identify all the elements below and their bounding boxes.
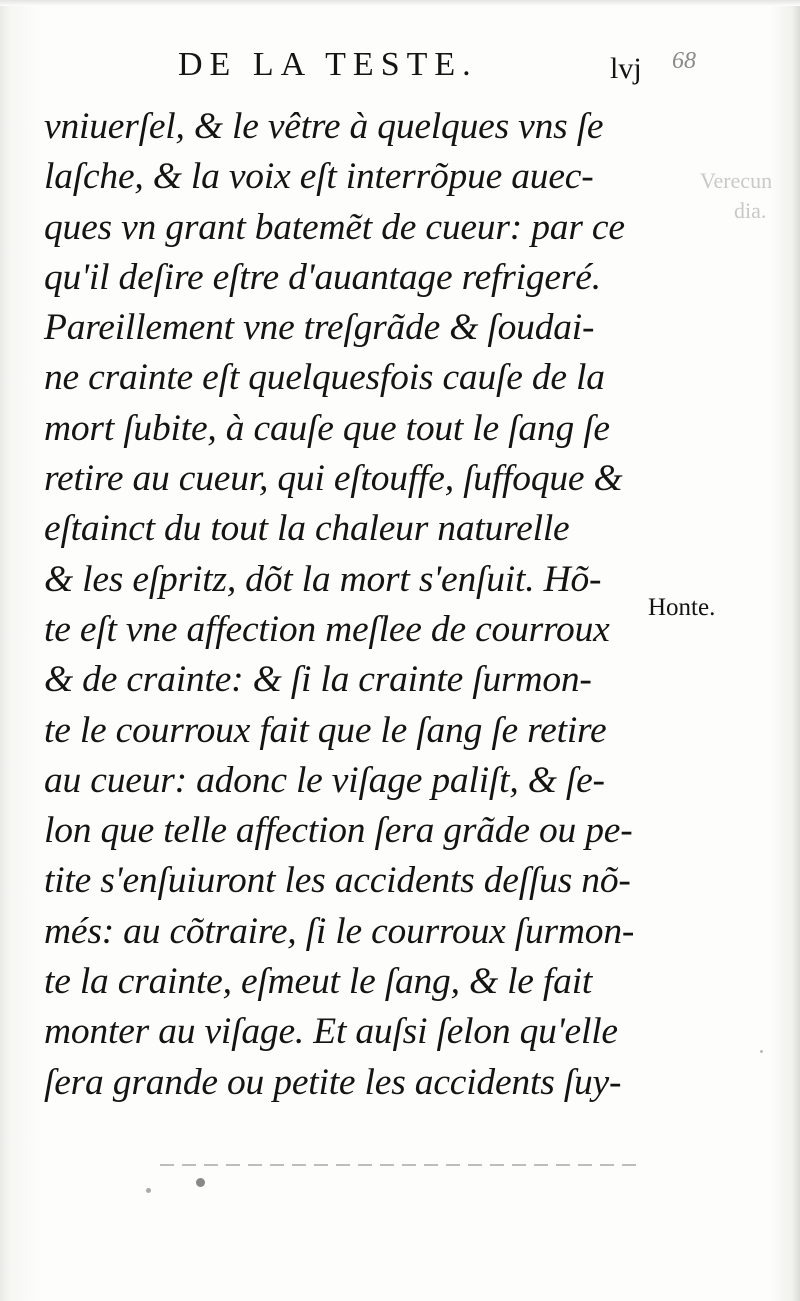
- text-line: eſtainct du tout la chaleur naturelle: [44, 508, 570, 550]
- text-line: te eſt vne affection meſlee de courroux: [44, 608, 610, 650]
- text-line: te le courroux fait que le ſang ſe retire: [44, 709, 607, 751]
- text-line: més: au cõtraire, ſi le courroux ſurmon-: [44, 910, 635, 952]
- ink-speck: [146, 1188, 151, 1193]
- text-line: qu'il deſire eſtre d'auantage refrigeré.: [44, 256, 601, 298]
- bleed-through-line: [160, 1164, 640, 1166]
- bleed-through-text: Verecun: [700, 168, 773, 193]
- text-line: laſche, & la voix eſt interrõpue auec-: [44, 156, 594, 198]
- pencil-page-number: 68: [672, 48, 696, 74]
- folio-number: lvj: [610, 52, 642, 85]
- page-top-edge: [0, 0, 800, 6]
- text-line: retire au cueur, qui eſtouffe, ſuffoque &: [44, 458, 623, 500]
- ink-speck: [196, 1178, 205, 1187]
- text-line: Pareillement vne treſgrãde & ſoudai-: [44, 307, 595, 349]
- running-title: DE LA TESTE.: [178, 46, 478, 83]
- text-line: te la crainte, eſmeut le ſang, & le fait: [44, 961, 593, 1003]
- text-line: vniuerſel, & le vêtre à quelques vns ſe: [44, 106, 604, 147]
- text-line: lon que telle affection ſera grãde ou pe-: [44, 810, 633, 852]
- body-text: [44, 102, 654, 1108]
- text-line: ne crainte eſt quelquesfois cauſe de la: [44, 357, 605, 399]
- margin-note: Honte.: [648, 594, 716, 621]
- text-line: mort ſubite, à cauſe que tout le ſang ſe: [44, 407, 610, 449]
- ink-speck: [760, 1050, 763, 1053]
- text-line: au cueur: adonc le viſage paliſt, & ſe-: [44, 759, 605, 801]
- text-line: ſera grande ou petite les accidents ſuy-: [44, 1061, 622, 1103]
- text-line: tite s'enſuiuront les accidents deſſus nõ-: [44, 860, 631, 902]
- text-line: & de crainte: & ſi la crainte ſurmon-: [44, 659, 592, 701]
- bleed-through-text: dia.: [734, 198, 767, 223]
- text-line: & les eſpritz, dõt la mort s'enſuit. Hõ-: [44, 558, 602, 600]
- text-line: monter au viſage. Et auſsi ſelon qu'elle: [44, 1011, 618, 1053]
- text-line: ques vn grant batemẽt de cueur: par ce: [44, 206, 625, 248]
